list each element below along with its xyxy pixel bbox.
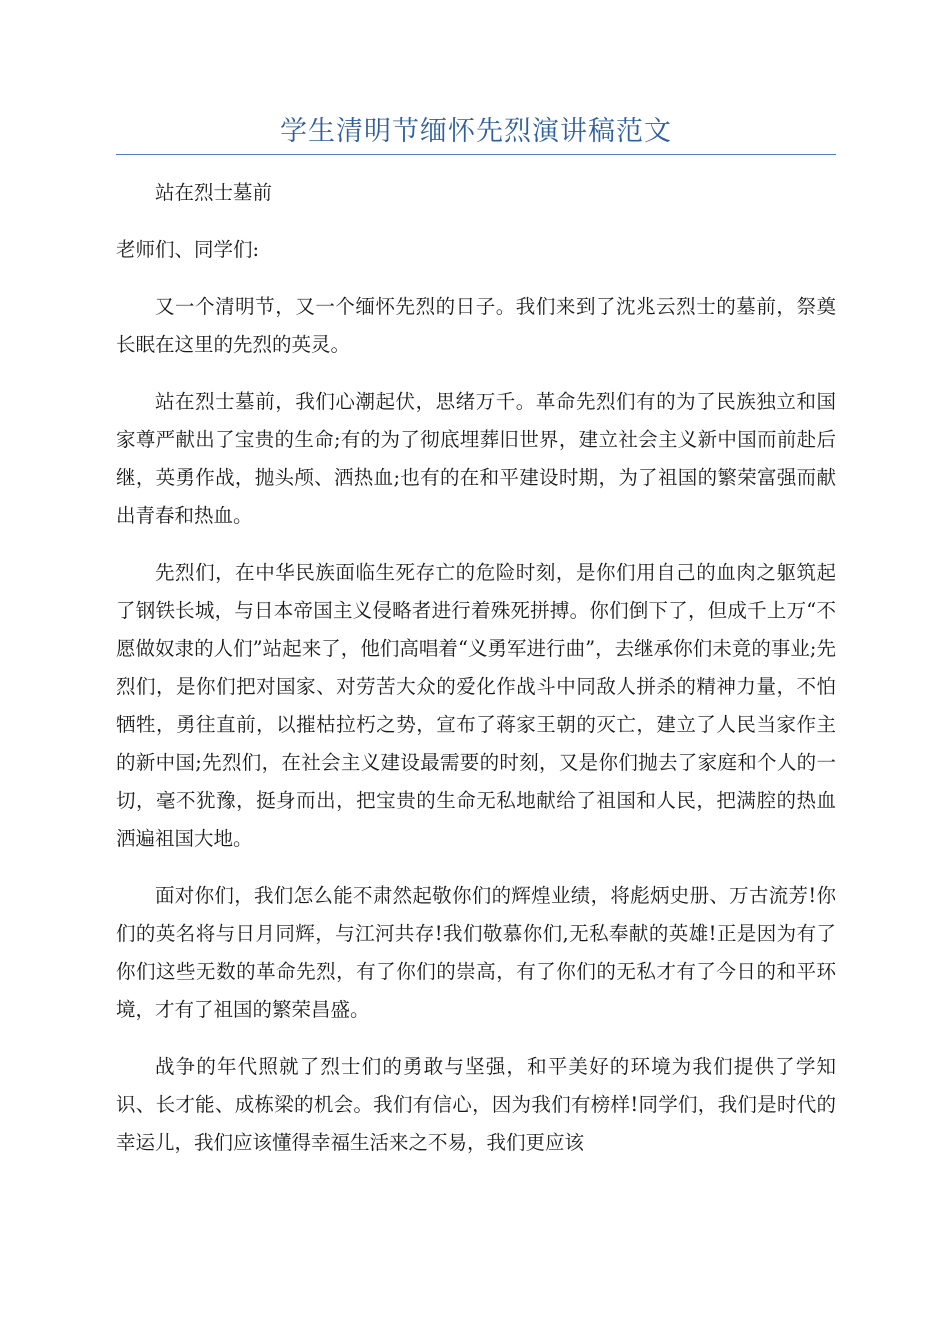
document-body [116,174,836,1181]
paragraph-7: 战争的年代照就了烈士们的勇敢与坚强，和平美好的环境为我们提供了学知识、长才能、成栋梁的机会。我们有信心，因为我们有榜样!同学们，我们是时代的幸运儿，我们应该懂得幸福生活来之不易，我们更应该 [116,1055,836,1154]
paragraph-6: 面对你们，我们怎么能不肃然起敬你们的辉煌业绩，将彪炳史册、万古流芳!你们的英名将与日月同辉，与江河共存!我们敬慕你们,无私奉献的英雄!正是因为有了你们这些无数的革命先烈，有了你们的崇高，有了你们的无私才有了今日的和平环境，才有了祖国的繁荣昌盛。 [116,884,836,1021]
title-underline [116,154,836,155]
paragraph-3: 又一个清明节，又一个缅怀先烈的日子。我们来到了沈兆云烈士的墓前，祭奠长眠在这里的先烈的英灵。 [116,295,836,356]
document-title: 学生清明节缅怀先烈演讲稿范文 [280,116,672,147]
paragraph-2: 老师们、同学们: [116,238,260,261]
paragraph-1: 站在烈士墓前 [155,181,273,204]
paragraph-4: 站在烈士墓前，我们心潮起伏，思绪万千。革命先烈们有的为了民族独立和国家尊严献出了宝贵的生命;有的为了彻底埋葬旧世界，建立社会主义新中国而前赴后继，英勇作战，抛头颅、洒热血;也有的在和平建设时期，为了祖国的繁荣富强而献出青春和热血。 [116,390,836,527]
paragraph-5: 先烈们，在中华民族面临生死存亡的危险时刻，是你们用自己的血肉之躯筑起了钢铁长城，与日本帝国主义侵略者进行着殊死拼搏。你们倒下了，但成千上万“不愿做奴隶的人们”站起来了，他们高唱着“义勇军进行曲”，去继承你们未竟的事业;先烈们，是你们把对国家、对劳苦大众的爱化作战斗中同敌人拼杀的精神力量，不怕牺牲，勇往直前，以摧枯拉朽之势，宣布了蒋家王朝的灭亡，建立了人民当家作主的新中国;先烈们，在社会主义建设最需要的时刻，又是你们抛去了家庭和个人的一切，毫不犹豫，挺身而出，把宝贵的生命无私地献给了祖国和人民，把满腔的热血洒遍祖国大地。 [116,561,836,850]
